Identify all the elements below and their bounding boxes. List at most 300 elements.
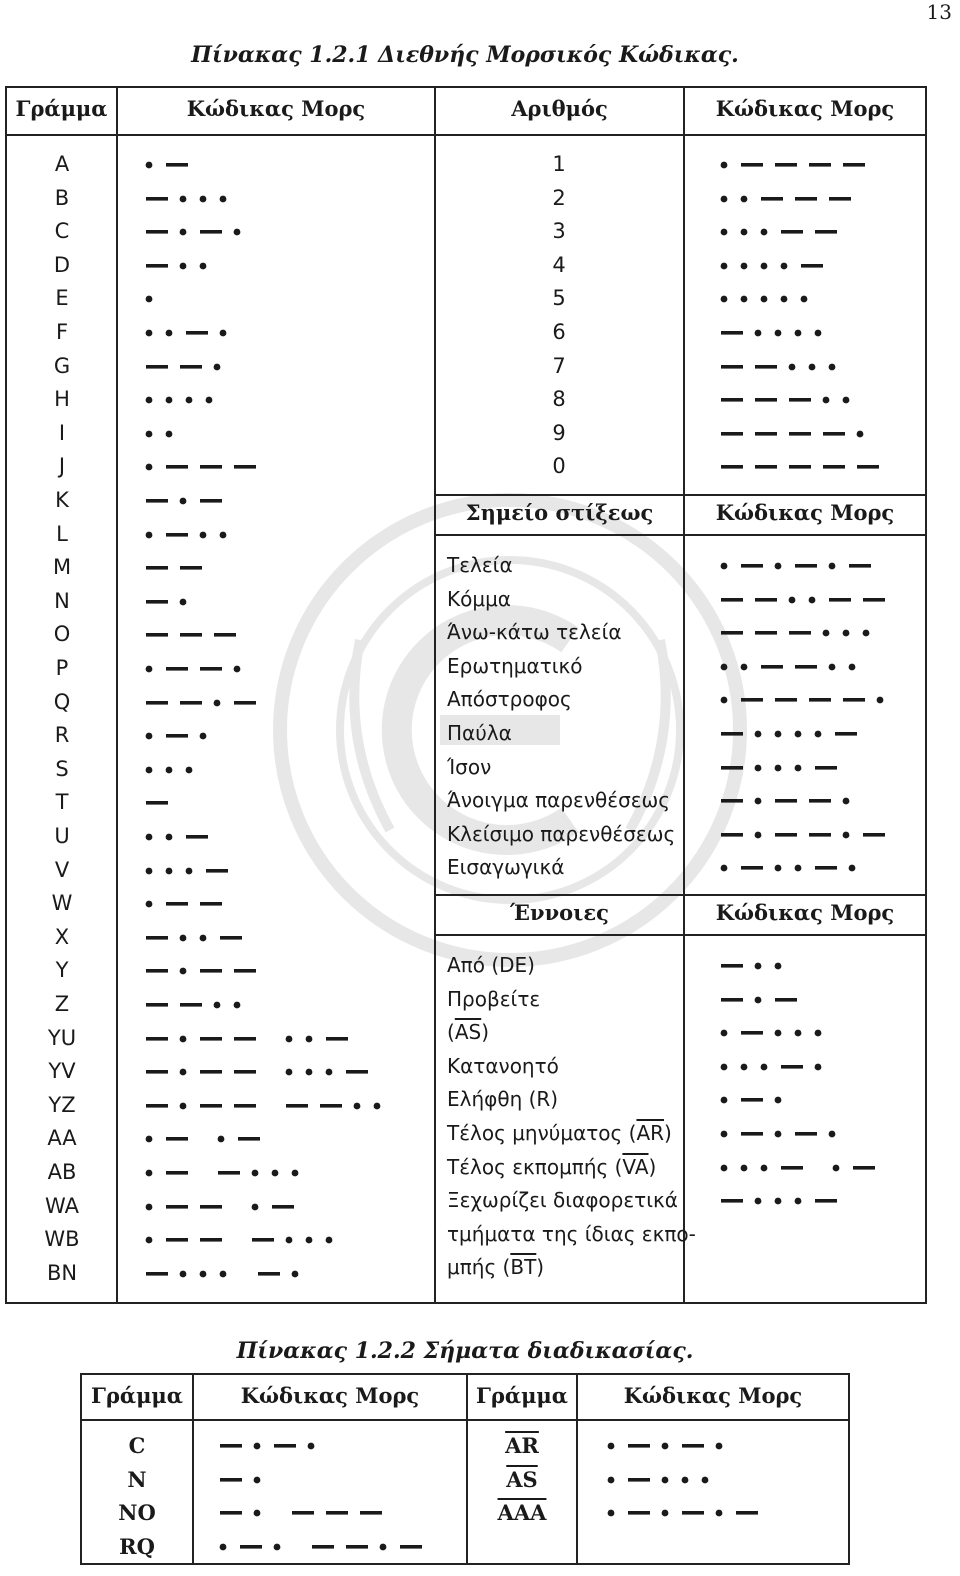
signal-prosign: [468, 1429, 576, 1462]
morse-cell: [118, 383, 434, 416]
morse-dash: [238, 1137, 260, 1141]
morse-dash: [795, 665, 817, 669]
concept-label: [447, 1184, 678, 1217]
morse-dot: [186, 867, 193, 874]
morse-dash: [761, 197, 783, 201]
morse-dash: [741, 1132, 763, 1136]
morse-cell: [118, 1190, 434, 1223]
row-label: N: [54, 588, 70, 613]
signal-letter: RQ: [119, 1533, 155, 1559]
morse-code: [118, 753, 434, 786]
morse-dash: [320, 1104, 342, 1108]
morse-dash: [789, 631, 811, 635]
morse-cell: [685, 1016, 925, 1049]
morse-code: [118, 282, 434, 315]
morse-dash: [146, 1272, 168, 1276]
morse-code: [685, 417, 925, 450]
concept-text: ): [648, 1154, 657, 1179]
morse-cell: [118, 921, 434, 954]
morse-dot: [180, 195, 187, 202]
morse-dash: [180, 633, 202, 637]
morse-dot: [292, 1170, 299, 1177]
morse-cell: [578, 1496, 848, 1529]
morse-dot: [254, 1476, 261, 1483]
morse-code: [685, 616, 925, 649]
morse-cell: [118, 417, 434, 450]
morse-dot: [306, 1035, 313, 1042]
morse-code: [685, 450, 925, 483]
morse-cell: [685, 650, 925, 683]
morse-cell: [118, 954, 434, 987]
morse-dot: [741, 296, 748, 303]
morse-dot: [234, 229, 241, 236]
morse-dot: [180, 262, 187, 269]
morse-dash: [166, 1238, 188, 1242]
morse-dash: [200, 1037, 222, 1041]
morse-dash: [721, 331, 743, 335]
row-label: Κλείσιμο παρενθέσεως: [447, 821, 676, 846]
morse-dash: [286, 1104, 308, 1108]
morse-dash: [214, 633, 236, 637]
morse-cell: [685, 683, 925, 716]
concept-label: [447, 1117, 672, 1150]
morse-code: [685, 383, 925, 416]
morse-cell: [685, 215, 925, 248]
morse-dash: [166, 1137, 188, 1141]
morse-dot: [200, 195, 207, 202]
morse-cell: [685, 383, 925, 416]
concept-label: [447, 1218, 696, 1251]
morse-dot: [234, 1002, 241, 1009]
row-label: P: [55, 656, 69, 680]
morse-dash: [863, 598, 885, 602]
morse-code: [118, 182, 434, 215]
morse-code: [118, 148, 434, 181]
morse-cell: [118, 350, 434, 383]
morse-dot: [721, 563, 728, 570]
morse-dash: [721, 732, 743, 736]
morse-dash: [180, 566, 202, 570]
morse-cell: [685, 549, 925, 582]
morse-cell: [118, 1156, 434, 1189]
morse-dash: [200, 1070, 222, 1074]
morse-code: [685, 1151, 925, 1184]
row-label: 6: [552, 320, 566, 344]
row-label: 9: [552, 420, 566, 445]
morse-code: [118, 988, 434, 1021]
morse-cell: [118, 1022, 434, 1055]
morse-dash: [146, 1104, 168, 1108]
morse-dash: [346, 1545, 368, 1549]
morse-dot: [761, 296, 768, 303]
morse-dot: [200, 1270, 207, 1277]
row-label: 8: [552, 387, 566, 412]
morse-dot: [200, 733, 207, 740]
header-morse: Κώδικας Μορς: [715, 96, 895, 121]
morse-dash: [146, 230, 168, 234]
morse-dot: [863, 630, 870, 637]
morse-dot: [775, 1198, 782, 1205]
morse-dash: [234, 465, 256, 469]
morse-dash: [823, 432, 845, 436]
morse-cell: [118, 753, 434, 786]
morse-dot: [354, 1102, 361, 1109]
morse-code: [578, 1496, 848, 1529]
morse-cell: [118, 1257, 434, 1290]
morse-dash: [166, 533, 188, 537]
morse-dash: [200, 667, 222, 671]
morse-dash: [721, 799, 743, 803]
morse-code: [118, 921, 434, 954]
page-number: 13: [926, 0, 952, 24]
signal-prosign: [468, 1496, 576, 1529]
morse-dash: [146, 801, 168, 805]
header-punctuation: Σημείο στίξεως: [465, 500, 654, 525]
morse-dash: [741, 866, 763, 870]
morse-code: [685, 683, 925, 716]
morse-cell: [118, 820, 434, 853]
morse-code: [118, 1223, 434, 1256]
morse-dash: [200, 1104, 222, 1108]
morse-dash: [166, 902, 188, 906]
row-label: Απόστροφος: [447, 687, 572, 712]
concept-text: ): [536, 1255, 545, 1280]
morse-dot: [721, 697, 728, 704]
morse-cell: [685, 1050, 925, 1083]
row-label: AA: [47, 1126, 77, 1151]
morse-cell: [118, 249, 434, 282]
morse-dash: [843, 163, 865, 167]
morse-dot: [662, 1476, 669, 1483]
morse-dot: [829, 1131, 836, 1138]
morse-code: [685, 650, 925, 683]
morse-dash: [200, 499, 222, 503]
morse-dot: [252, 1170, 259, 1177]
morse-dash: [220, 936, 242, 940]
morse-cell: [685, 949, 925, 982]
signal-letter: C: [128, 1433, 146, 1458]
morse-dash: [755, 365, 777, 369]
morse-dot: [146, 666, 153, 673]
morse-dash: [146, 1037, 168, 1041]
row-label: Κόμμα: [447, 586, 511, 611]
morse-cell: [578, 1429, 848, 1462]
row-label: Ερωτηματικό: [447, 653, 583, 678]
morse-dot: [220, 531, 227, 538]
header-morse: Κώδικας Μορς: [623, 1383, 803, 1408]
morse-dot: [326, 1237, 333, 1244]
row-label: T: [55, 790, 69, 815]
morse-dot: [849, 663, 856, 670]
section-divider: [434, 894, 925, 896]
morse-dot: [781, 296, 788, 303]
row-label: C: [54, 219, 70, 244]
morse-cell: [685, 450, 925, 483]
morse-code: [118, 954, 434, 987]
row-label: D: [53, 252, 71, 277]
morse-dot: [721, 162, 728, 169]
header-letter: Γράμμα: [476, 1383, 568, 1408]
morse-dash: [200, 1205, 222, 1209]
row-label: Q: [53, 689, 71, 714]
morse-dash: [220, 1444, 242, 1448]
morse-code: [118, 1022, 434, 1055]
morse-dot: [180, 229, 187, 236]
morse-dot: [795, 1030, 802, 1037]
morse-code: [685, 851, 925, 884]
row-label: R: [54, 723, 70, 748]
morse-code: [685, 751, 925, 784]
concept-text: τμήματα της ίδιας εκπο-: [447, 1221, 696, 1246]
morse-code: [118, 585, 434, 618]
morse-dot: [234, 666, 241, 673]
morse-cell: [118, 1055, 434, 1088]
morse-code: [194, 1463, 466, 1496]
morse-code: [685, 983, 925, 1016]
morse-dash: [857, 465, 879, 469]
morse-cell: [118, 786, 434, 819]
morse-dot: [795, 731, 802, 738]
morse-cell: [118, 686, 434, 719]
morse-dash: [721, 398, 743, 402]
morse-dot: [795, 865, 802, 872]
morse-dot: [218, 1136, 225, 1143]
morse-dot: [146, 296, 153, 303]
morse-dash: [146, 365, 168, 369]
morse-dash: [166, 667, 188, 671]
morse-dot: [146, 1203, 153, 1210]
morse-dash: [721, 598, 743, 602]
morse-dot: [775, 1030, 782, 1037]
header-divider: [7, 134, 925, 136]
morse-dot: [789, 596, 796, 603]
morse-dot: [166, 766, 173, 773]
morse-dash: [166, 734, 188, 738]
row-label: K: [55, 488, 69, 512]
row-label: 4: [552, 252, 566, 277]
morse-cell: [118, 887, 434, 920]
morse-cell: [685, 583, 925, 616]
morse-dash: [755, 631, 777, 635]
morse-dash: [628, 1511, 650, 1515]
morse-dash: [741, 564, 763, 568]
morse-cell: [578, 1463, 848, 1496]
row-label: WA: [45, 1193, 79, 1218]
morse-code: [685, 1117, 925, 1150]
morse-dot: [755, 963, 762, 970]
morse-dot: [761, 229, 768, 236]
row-label: AB: [47, 1160, 77, 1184]
morse-code: [118, 450, 434, 483]
morse-dash: [234, 701, 256, 705]
morse-dot: [146, 1170, 153, 1177]
row-label: F: [55, 320, 69, 344]
morse-dash: [741, 1031, 763, 1035]
signal-letter: N: [127, 1466, 147, 1492]
concept-text: Ελήφθη (R): [447, 1087, 559, 1112]
morse-dash: [234, 1104, 256, 1108]
morse-code: [118, 1156, 434, 1189]
prosign-text: $\overline{AS}$: [454, 1020, 482, 1045]
morse-dot: [755, 731, 762, 738]
morse-code: [194, 1496, 466, 1529]
morse-dot: [829, 363, 836, 370]
row-label: 7: [552, 353, 566, 378]
morse-dot: [608, 1510, 615, 1517]
morse-dash: [736, 1511, 758, 1515]
morse-dash: [761, 665, 783, 669]
morse-dash: [234, 1037, 256, 1041]
row-label: 1: [552, 152, 566, 176]
morse-dash: [186, 835, 208, 839]
morse-dash: [795, 1132, 817, 1136]
morse-dash: [801, 264, 823, 268]
morse-code: [118, 887, 434, 920]
header-number: Αριθμός: [511, 96, 608, 121]
morse-code: [118, 854, 434, 887]
row-label: BN: [46, 1260, 78, 1285]
morse-dash: [166, 1171, 188, 1175]
morse-cell: [685, 282, 925, 315]
morse-dot: [180, 598, 187, 605]
morse-dash: [200, 230, 222, 234]
morse-dot: [755, 996, 762, 1003]
morse-dot: [755, 764, 762, 771]
morse-dot: [220, 195, 227, 202]
morse-dot: [146, 531, 153, 538]
row-label: WB: [44, 1227, 80, 1252]
morse-cell: [118, 551, 434, 584]
morse-dot: [186, 766, 193, 773]
morse-dot: [146, 430, 153, 437]
header-letter: Γράμμα: [91, 1383, 183, 1408]
concept-text: ): [481, 1020, 490, 1045]
morse-dot: [146, 867, 153, 874]
morse-dot: [721, 296, 728, 303]
prosign-text: $\overline{AS}$: [506, 1466, 538, 1492]
morse-dot: [775, 963, 782, 970]
morse-dash: [240, 1545, 262, 1549]
morse-dot: [146, 1237, 153, 1244]
morse-dash: [326, 1037, 348, 1041]
row-label: L: [56, 521, 68, 546]
morse-dash: [741, 1098, 763, 1102]
signal-prosign: [468, 1463, 576, 1496]
prosign-text: $\overline{AR}$: [636, 1121, 665, 1145]
morse-dash: [628, 1444, 650, 1448]
morse-cell: [685, 350, 925, 383]
morse-code: [685, 717, 925, 750]
morse-dot: [775, 764, 782, 771]
concept-label: [447, 949, 535, 982]
morse-code: [685, 249, 925, 282]
morse-dot: [815, 330, 822, 337]
row-label: A: [54, 152, 70, 176]
morse-dot: [741, 663, 748, 670]
procedure-signals-table: [80, 1373, 850, 1565]
morse-dash: [809, 163, 831, 167]
morse-dash: [815, 866, 837, 870]
morse-dot: [741, 229, 748, 236]
morse-dash: [789, 465, 811, 469]
morse-dash: [755, 432, 777, 436]
morse-dash: [721, 365, 743, 369]
morse-dot: [166, 430, 173, 437]
morse-dot: [146, 834, 153, 841]
morse-code: [685, 784, 925, 817]
morse-dot: [180, 1069, 187, 1076]
morse-dot: [166, 330, 173, 337]
morse-cell: [118, 484, 434, 517]
morse-dot: [702, 1476, 709, 1483]
morse-dot: [374, 1102, 381, 1109]
row-label: V: [54, 857, 70, 882]
morse-cell: [685, 851, 925, 884]
morse-dash: [789, 432, 811, 436]
morse-dash: [721, 998, 743, 1002]
morse-dot: [286, 1069, 293, 1076]
morse-code: [578, 1429, 848, 1462]
row-label: O: [53, 622, 71, 647]
concept-text: Κατανοητό: [447, 1053, 559, 1078]
row-label: 0: [552, 454, 566, 479]
morse-dot: [741, 262, 748, 269]
morse-dash: [220, 1478, 242, 1482]
morse-dash: [220, 1511, 242, 1515]
morse-code: [194, 1429, 466, 1462]
concept-text: Τέλος εκπομπής (: [447, 1154, 623, 1179]
morse-cell: [685, 316, 925, 349]
morse-dot: [721, 1164, 728, 1171]
morse-dot: [741, 1164, 748, 1171]
morse-cell: [685, 818, 925, 851]
morse-cell: [118, 652, 434, 685]
concept-label: [447, 1016, 489, 1049]
morse-cell: [685, 1151, 925, 1184]
morse-cell: [685, 751, 925, 784]
morse-cell: [118, 1223, 434, 1256]
morse-dot: [306, 1069, 313, 1076]
morse-dash: [146, 701, 168, 705]
morse-dot: [823, 397, 830, 404]
concept-text: Προβείτε: [447, 986, 541, 1011]
prosign-text: $\overline{AR}$: [505, 1433, 539, 1458]
morse-cell: [685, 717, 925, 750]
morse-dot: [843, 397, 850, 404]
morse-dot: [180, 1102, 187, 1109]
morse-dot: [823, 630, 830, 637]
morse-code: [685, 282, 925, 315]
row-label: Εισαγωγικά: [447, 855, 565, 880]
morse-cell: [118, 618, 434, 651]
morse-dash: [146, 600, 168, 604]
row-label: Z: [54, 992, 70, 1016]
morse-dot: [721, 1131, 728, 1138]
morse-dot: [775, 563, 782, 570]
morse-dash: [252, 1238, 274, 1242]
section-divider: [434, 494, 925, 496]
morse-code: [118, 316, 434, 349]
morse-dot: [180, 1035, 187, 1042]
morse-dot: [815, 1063, 822, 1070]
morse-dash: [180, 701, 202, 705]
morse-dash: [200, 902, 222, 906]
morse-cell: [118, 450, 434, 483]
morse-dot: [809, 363, 816, 370]
morse-code: [685, 583, 925, 616]
morse-cell: [685, 1083, 925, 1116]
morse-dot: [286, 1237, 293, 1244]
